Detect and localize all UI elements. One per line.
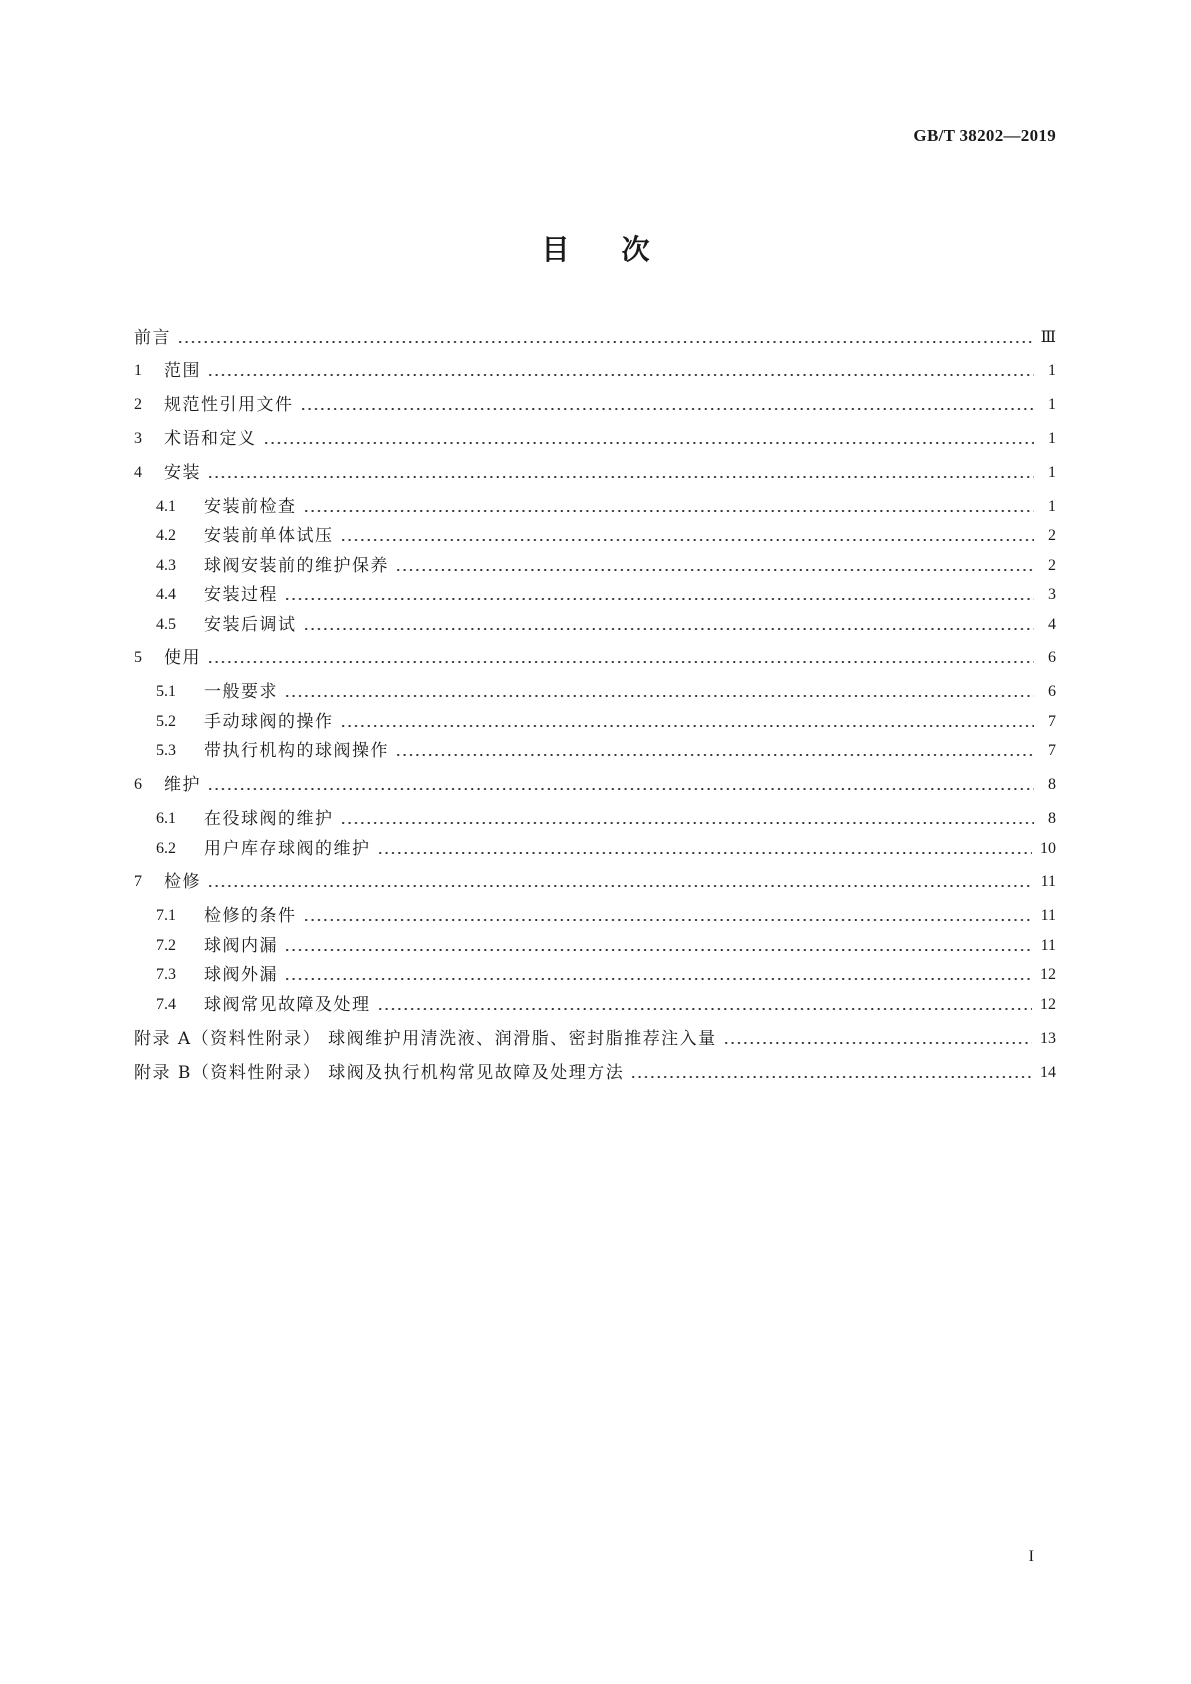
toc-entry[interactable] (134, 645, 1056, 671)
toc-leader-dots (303, 612, 1035, 638)
toc-entry-number: 7.1 (156, 907, 176, 924)
toc-leader-dots (723, 1026, 1032, 1052)
toc-entry-label: 术语和定义 (164, 429, 257, 449)
toc-entry-label: 检修 (164, 872, 201, 892)
toc-leader-dots (377, 992, 1033, 1018)
toc-entry-number: 5.2 (156, 713, 176, 730)
toc-entry-number: 6 (134, 776, 142, 793)
toc-entry-page: 12 (1040, 996, 1056, 1013)
toc-leader-dots (395, 553, 1034, 579)
toc-leader-dots (340, 806, 1035, 832)
toc-entry[interactable] (156, 806, 1056, 832)
toc-leader-dots (303, 903, 1033, 929)
toc-entry-page: 11 (1040, 873, 1056, 890)
toc-leader-dots (303, 494, 1035, 520)
toc-entry-page: 4 (1048, 616, 1056, 633)
toc-entry[interactable] (156, 553, 1056, 579)
toc-entry-page: 6 (1048, 683, 1056, 700)
toc-leader-dots (284, 679, 1034, 705)
toc-entry-page: 11 (1040, 907, 1056, 924)
toc-entry[interactable] (156, 582, 1056, 608)
toc-entry-label: 球阀安装前的维护保养 (204, 556, 389, 576)
toc-leader-dots (177, 325, 1033, 351)
toc-entry-number: 7.4 (156, 996, 176, 1013)
toc-entry-number: 4.1 (156, 498, 176, 515)
toc-entry-page: 2 (1048, 527, 1056, 544)
toc-entry[interactable] (156, 494, 1056, 520)
toc-entry-number: 3 (134, 430, 142, 447)
toc-entry-page: 12 (1040, 966, 1056, 983)
toc-entry-number: 7.3 (156, 966, 176, 983)
toc-entry-page: Ⅲ (1040, 329, 1056, 346)
toc-entry-page: 11 (1040, 937, 1056, 954)
toc-leader-dots (340, 709, 1035, 735)
toc-entry[interactable] (156, 679, 1056, 705)
toc-entry-page: 7 (1048, 742, 1056, 759)
toc-entry-label: 手动球阀的操作 (204, 712, 334, 732)
toc-entry-number: 1 (134, 362, 142, 379)
toc-leader-dots (207, 460, 1034, 486)
toc-entry-page: 8 (1048, 776, 1056, 793)
toc-entry-label: 使用 (164, 648, 201, 668)
toc-leader-dots (377, 836, 1033, 862)
toc-entry[interactable] (156, 523, 1056, 549)
standard-code: GB/T 38202—2019 (913, 126, 1056, 145)
toc-entry-number: 4.3 (156, 557, 176, 574)
toc-entry-label: 安装前单体试压 (204, 526, 334, 546)
toc-entry-number: 4.4 (156, 586, 176, 603)
toc-entry-page: 10 (1040, 840, 1056, 857)
toc-entry-page: 1 (1048, 498, 1056, 515)
toc-entry-number: 6.2 (156, 840, 176, 857)
toc-entry-page: 1 (1048, 396, 1056, 413)
toc-entry-number: 7 (134, 873, 142, 890)
toc-entry[interactable] (134, 460, 1056, 486)
toc-entry[interactable] (134, 1026, 1056, 1052)
toc-entry[interactable] (134, 1060, 1056, 1086)
toc-leader-dots (340, 523, 1035, 549)
toc-entry-page: 13 (1040, 1030, 1056, 1047)
toc-leader-dots (207, 358, 1034, 384)
toc-entry[interactable] (134, 392, 1056, 418)
toc-entry-number: 5.3 (156, 742, 176, 759)
toc-entry-page: 2 (1048, 557, 1056, 574)
toc-entry[interactable] (156, 992, 1056, 1018)
toc-entry-number: 4.2 (156, 527, 176, 544)
toc-entry-number: 4.5 (156, 616, 176, 633)
toc-entry-page: 1 (1048, 430, 1056, 447)
toc-entry[interactable] (156, 836, 1056, 862)
toc-entry-label: 安装后调试 (204, 615, 297, 635)
toc-entry[interactable] (156, 903, 1056, 929)
toc-entry-label: 附录 A（资料性附录） 球阀维护用清洗液、润滑脂、密封脂推荐注入量 (134, 1029, 717, 1049)
toc-entry[interactable] (134, 358, 1056, 384)
toc-leader-dots (630, 1060, 1032, 1086)
toc-entry-number: 4 (134, 464, 142, 481)
toc-leader-dots (395, 738, 1034, 764)
toc-entry[interactable] (156, 709, 1056, 735)
toc-leader-dots (207, 869, 1033, 895)
toc-entry-number: 6.1 (156, 810, 176, 827)
page-title: 目次 (541, 233, 702, 266)
toc-entry-label: 规范性引用文件 (164, 395, 294, 415)
toc-entry[interactable] (134, 772, 1056, 798)
toc-entry-page: 6 (1048, 649, 1056, 666)
toc-entry-label: 前言 (134, 328, 171, 348)
toc-entry-page: 3 (1048, 586, 1056, 603)
toc-leader-dots (300, 392, 1035, 418)
toc-entry-label: 安装 (164, 463, 201, 483)
toc-entry[interactable] (134, 426, 1056, 452)
toc-entry-number: 5 (134, 649, 142, 666)
toc-leader-dots (284, 962, 1032, 988)
toc-entry-page: 8 (1048, 810, 1056, 827)
toc-leader-dots (207, 772, 1034, 798)
toc-entry-label: 用户库存球阀的维护 (204, 839, 371, 859)
toc-entry-label: 维护 (164, 775, 201, 795)
toc-entry-number: 5.1 (156, 683, 176, 700)
toc-leader-dots (263, 426, 1035, 452)
toc-entry[interactable] (134, 325, 1056, 351)
toc-entry[interactable] (156, 612, 1056, 638)
toc-entry-page: 7 (1048, 713, 1056, 730)
toc-entry-number: 2 (134, 396, 142, 413)
toc-entry-label: 范围 (164, 361, 201, 381)
toc-entry-label: 安装前检查 (204, 497, 297, 517)
toc-entry[interactable] (156, 738, 1056, 764)
toc-leader-dots (284, 582, 1034, 608)
toc-entry[interactable] (156, 933, 1056, 959)
toc-entry-label: 安装过程 (204, 585, 278, 605)
toc-entry[interactable] (156, 962, 1056, 988)
toc-entry-label: 带执行机构的球阀操作 (204, 741, 389, 761)
toc-entry-page: 1 (1048, 464, 1056, 481)
toc-entry-label: 球阀外漏 (204, 965, 278, 985)
toc-entry[interactable] (134, 869, 1056, 895)
toc-leader-dots (207, 645, 1034, 671)
toc-entry-number: 7.2 (156, 937, 176, 954)
toc-entry-label: 在役球阀的维护 (204, 809, 334, 829)
toc-entry-page: 14 (1040, 1064, 1056, 1081)
toc-entry-page: 1 (1048, 362, 1056, 379)
toc-entry-label: 一般要求 (204, 682, 278, 702)
page-number: I (1028, 1548, 1034, 1565)
toc-entry-label: 球阀常见故障及处理 (204, 995, 371, 1015)
toc-entry-label: 球阀内漏 (204, 936, 278, 956)
toc-entry-label: 附录 B（资料性附录） 球阀及执行机构常见故障及处理方法 (134, 1063, 625, 1083)
toc-entry-label: 检修的条件 (204, 906, 297, 926)
toc-leader-dots (284, 933, 1033, 959)
